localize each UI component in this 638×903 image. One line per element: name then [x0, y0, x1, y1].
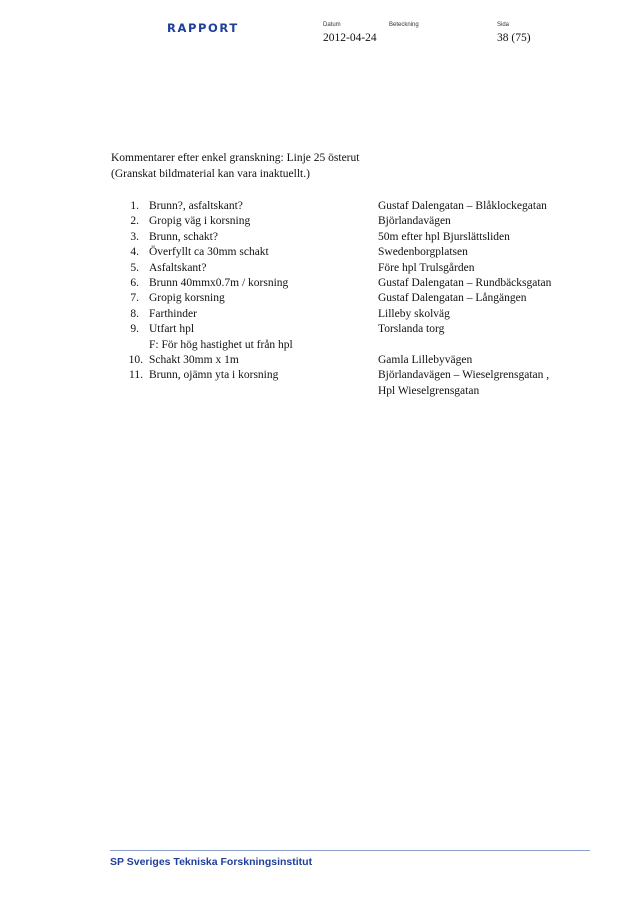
item-number: 9. [130, 323, 139, 336]
item-location: Lilleby skolväg [378, 307, 450, 320]
item-text: Gropig väg i korsning [149, 215, 251, 228]
date-value: 2012-04-24 [323, 32, 377, 44]
page-value: 38 (75) [497, 32, 531, 44]
item-text: Brunn, schakt? [149, 230, 218, 243]
designation-label: Beteckning [389, 22, 419, 28]
item-text: Asfaltskant? [149, 261, 207, 274]
item-subnote: F: För hög hastighet ut från hpl [149, 338, 293, 351]
item-text: Brunn 40mmx0.7m / korsning [149, 277, 289, 289]
item-number: 3. [130, 230, 139, 243]
item-number: 4. [130, 246, 139, 259]
item-text: Gropig korsning [149, 292, 225, 305]
item-location: Gamla Lillebyvägen [378, 354, 473, 366]
item-number: 8. [130, 307, 139, 320]
item-location: Torslanda torg [378, 323, 445, 336]
item-text: Farthinder [149, 307, 197, 320]
item-number: 7. [130, 292, 139, 305]
item-text: Brunn?, asfaltskant? [149, 200, 243, 212]
item-text: Överfyllt ca 30mm schakt [149, 246, 269, 259]
item-location: Gustaf Dalengatan – Rundbäcksgatan [378, 277, 552, 289]
item-number: 5. [130, 261, 139, 274]
item-number: 6. [130, 277, 139, 289]
page-label: Sida [497, 22, 510, 28]
item-location: 50m efter hpl Bjurslättsliden [378, 230, 510, 243]
item-number: 10. [128, 354, 143, 366]
item-text: Brunn, ojämn yta i korsning [149, 369, 279, 382]
comments-note: (Granskat bildmaterial kan vara inaktuellt.) [111, 168, 310, 180]
report-logo: RAPPORT [167, 21, 239, 35]
item-number: 11. [129, 369, 143, 382]
item-location: Björlandavägen [378, 215, 451, 228]
item-text: Schakt 30mm x 1m [149, 354, 239, 366]
item-number: 1. [130, 200, 139, 212]
item-location: Gustaf Dalengatan – Blåklockegatan [378, 200, 547, 212]
footer-organization: SP Sveriges Tekniska Forskningsinstitut [110, 856, 313, 868]
footer-divider [110, 850, 590, 851]
item-location: Hpl Wieselgrensgatan [378, 384, 480, 397]
item-location: Swedenborgplatsen [378, 246, 468, 259]
item-location: Björlandavägen – Wieselgrensgatan , [378, 369, 550, 382]
item-location: Gustaf Dalengatan – Långängen [378, 292, 527, 305]
comments-heading: Kommentarer efter enkel granskning: Linje 25 österut [111, 152, 360, 164]
date-label: Datum [323, 22, 341, 28]
item-location: Före hpl Trulsgården [378, 261, 475, 274]
item-text: Utfart hpl [149, 323, 195, 336]
item-number: 2. [130, 215, 139, 228]
